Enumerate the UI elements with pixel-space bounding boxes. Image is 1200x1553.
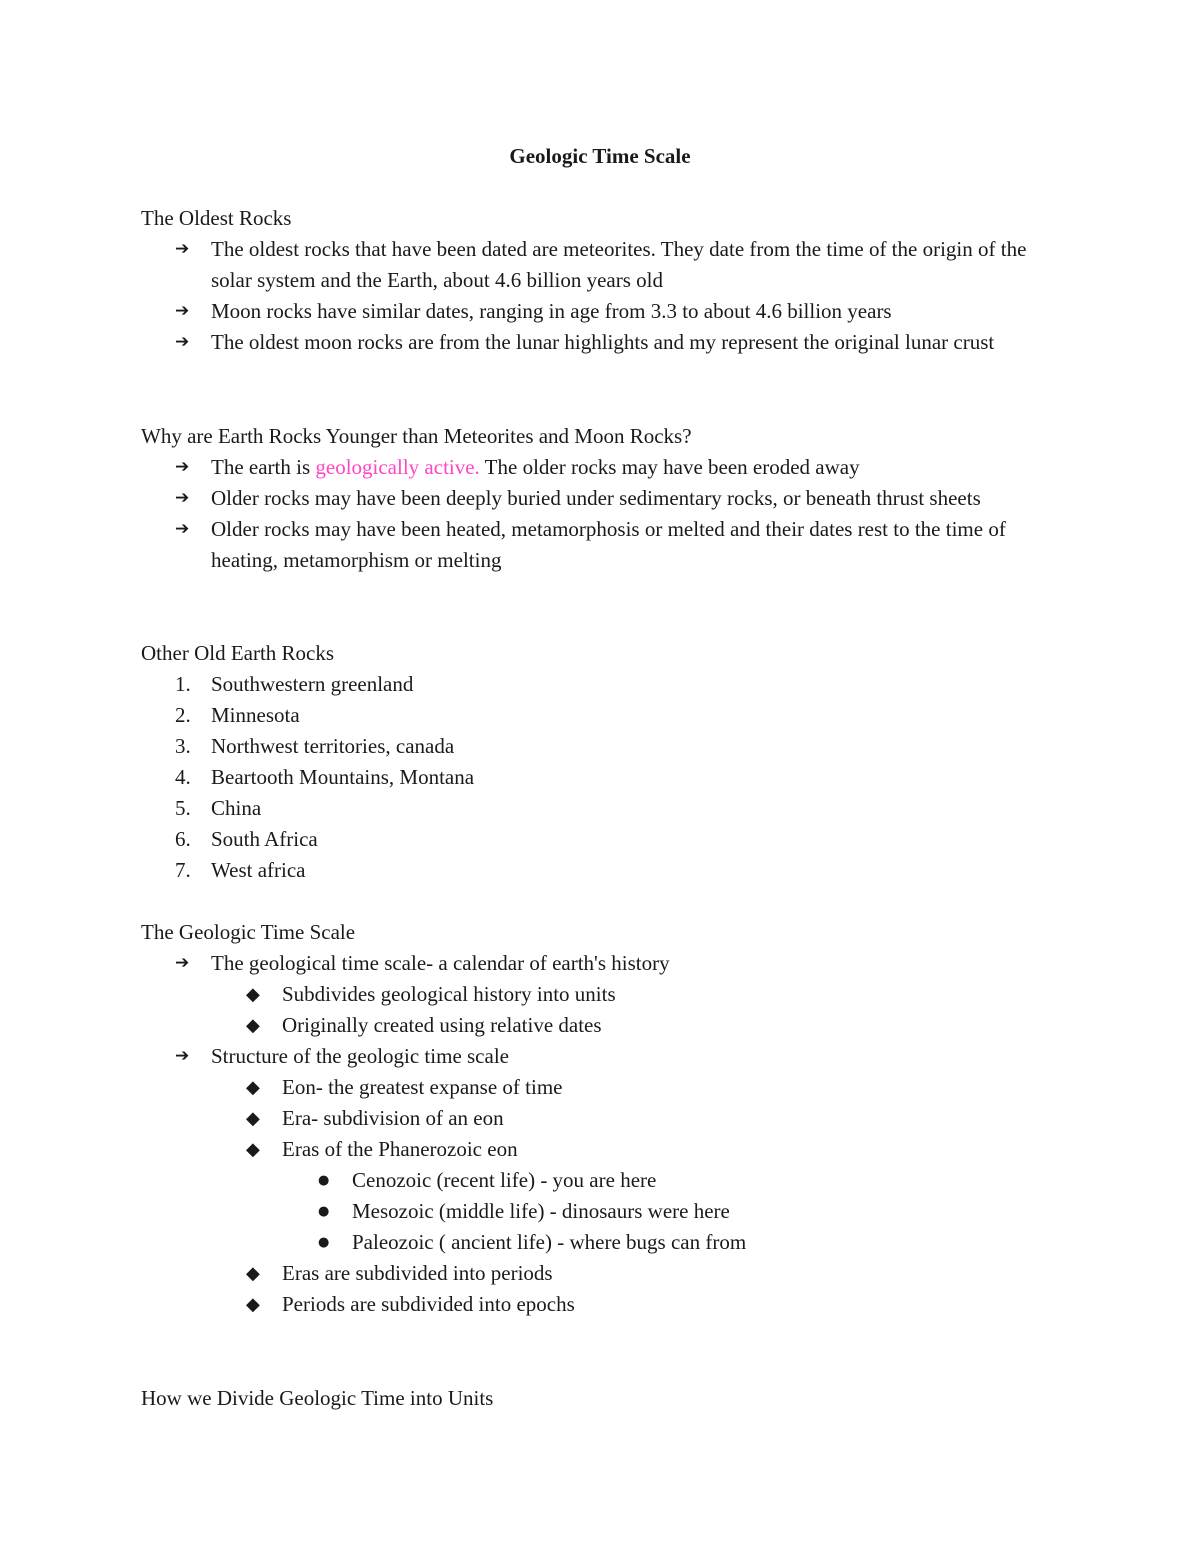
list-item (141, 452, 1061, 483)
list-number: 1. (175, 672, 191, 696)
list-item-text: Older rocks may have been deeply buried under sedimentary rocks, or beneath thrust sheets (211, 486, 981, 510)
list-number: 5. (175, 796, 191, 820)
list-item (141, 855, 1061, 886)
list-item-text: The geological time scale- a calendar of earth's history (211, 951, 670, 975)
list-item-text: Southwestern greenland (211, 672, 414, 696)
section-heading: The Geologic Time Scale (141, 920, 356, 944)
diamond-bullet-icon: ◆ (246, 984, 260, 1005)
list-item (141, 327, 1061, 358)
section-earth-rocks-younger (141, 421, 1061, 576)
list-number: 4. (175, 765, 191, 789)
list-item-text: China (211, 796, 262, 820)
list-item-text: Moon rocks have similar dates, ranging in age from 3.3 to about 4.6 billion years (211, 299, 892, 323)
section-oldest-rocks (141, 203, 1061, 358)
dot-bullet-icon: ● (318, 1204, 330, 1219)
sub-list-item (141, 1072, 1061, 1103)
section-heading: How we Divide Geologic Time into Units (141, 1386, 494, 1410)
list-item-text: Minnesota (211, 703, 300, 727)
arrow-bullet-icon: ➔ (175, 457, 190, 477)
list-item-text: West africa (211, 858, 306, 882)
dot-bullet-icon: ● (318, 1173, 330, 1188)
list-item (141, 296, 1061, 327)
diamond-bullet-icon: ◆ (246, 1294, 260, 1315)
section-divide-geologic-time (141, 1383, 1061, 1414)
list-item-text-pre: The earth is (211, 455, 316, 479)
list-item (141, 234, 1061, 296)
diamond-bullet-icon: ◆ (246, 1108, 260, 1129)
dot-bullet-icon: ● (318, 1235, 330, 1250)
list-item-text: Era- subdivision of an eon (282, 1106, 504, 1130)
highlighted-text: geologically active. (315, 455, 480, 479)
sub-list-item (141, 1103, 1061, 1134)
list-item-text: South Africa (211, 827, 318, 851)
list-item-text: Paleozoic ( ancient life) - where bugs can from (352, 1230, 747, 1254)
list-number: 3. (175, 734, 191, 758)
sub-list-item (141, 1134, 1061, 1165)
list-item-text: The oldest moon rocks are from the lunar highlights and my represent the original lunar crust (211, 330, 995, 354)
list-item-text: The oldest rocks that have been dated are meteorites. They date from the time of the origin of the solar system and the Earth, about 4.6 billion years old (211, 237, 1027, 292)
list-item-text-post: The older rocks may have been eroded away (479, 455, 860, 479)
list-item-text: Originally created using relative dates (282, 1013, 602, 1037)
arrow-bullet-icon: ➔ (175, 239, 190, 259)
list-item-text: Subdivides geological history into units (282, 982, 616, 1006)
list-item-text: Periods are subdivided into epochs (282, 1292, 575, 1316)
list-item (141, 700, 1061, 731)
list-item-text: Northwest territories, canada (211, 734, 455, 758)
sub-list-item (141, 1289, 1061, 1320)
list-item-text: Mesozoic (middle life) - dinosaurs were here (352, 1199, 730, 1223)
list-item (141, 669, 1061, 700)
list-item-text: Eras of the Phanerozoic eon (282, 1137, 518, 1161)
list-number: 7. (175, 858, 191, 882)
section-heading: The Oldest Rocks (141, 206, 292, 230)
arrow-bullet-icon: ➔ (175, 301, 190, 321)
list-item-text: Eon- the greatest expanse of time (282, 1075, 563, 1099)
sub-list-item (141, 1258, 1061, 1289)
sub-list-item (141, 979, 1061, 1010)
sub-sub-list-item (141, 1227, 1061, 1258)
arrow-bullet-icon: ➔ (175, 953, 190, 973)
list-item (141, 483, 1061, 514)
sub-list-item (141, 1010, 1061, 1041)
diamond-bullet-icon: ◆ (246, 1263, 260, 1284)
list-item (141, 793, 1061, 824)
arrow-bullet-icon: ➔ (175, 488, 190, 508)
list-item-text: Structure of the geologic time scale (211, 1044, 509, 1068)
list-number: 2. (175, 703, 191, 727)
list-item (141, 824, 1061, 855)
list-item-text: Older rocks may have been heated, metamorphosis or melted and their dates rest to the time of heating, metamorphism or melting (211, 517, 1006, 572)
arrow-bullet-icon: ➔ (175, 1046, 190, 1066)
diamond-bullet-icon: ◆ (246, 1139, 260, 1160)
list-item (141, 762, 1061, 793)
arrow-bullet-icon: ➔ (175, 519, 190, 539)
list-item (141, 948, 1061, 979)
section-other-old-earth-rocks (141, 638, 1061, 886)
sub-sub-list-item (141, 1196, 1061, 1227)
section-geologic-time-scale (141, 917, 1061, 1320)
page-title: Geologic Time Scale (509, 144, 691, 168)
diamond-bullet-icon: ◆ (246, 1015, 260, 1036)
section-heading: Why are Earth Rocks Younger than Meteorites and Moon Rocks? (141, 424, 692, 448)
list-item (141, 731, 1061, 762)
list-item (141, 1041, 1061, 1072)
sub-sub-list-item (141, 1165, 1061, 1196)
arrow-bullet-icon: ➔ (175, 332, 190, 352)
section-heading: Other Old Earth Rocks (141, 641, 335, 665)
list-item (141, 514, 1061, 576)
list-item-text: Beartooth Mountains, Montana (211, 765, 475, 789)
list-item-text: Eras are subdivided into periods (282, 1261, 553, 1285)
list-item-text: Cenozoic (recent life) - you are here (352, 1168, 657, 1192)
diamond-bullet-icon: ◆ (246, 1077, 260, 1098)
list-number: 6. (175, 827, 191, 851)
